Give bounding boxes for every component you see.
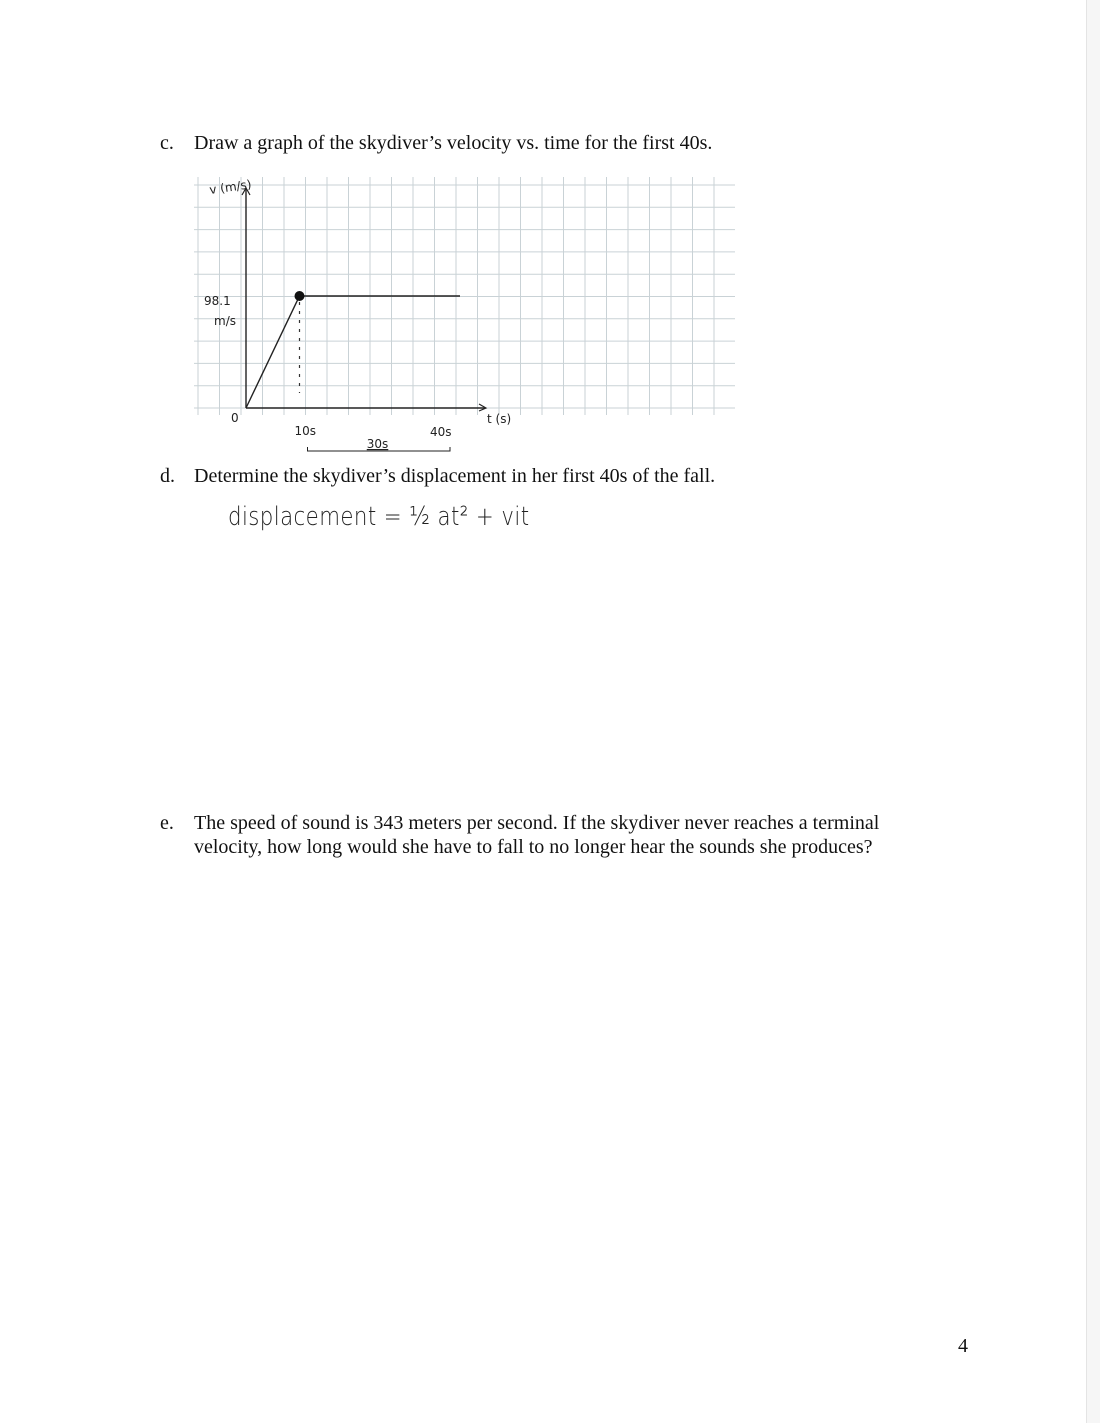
x-tick-40s: 40s	[430, 425, 452, 439]
velocity-time-graph	[190, 165, 750, 465]
velocity-series-line	[246, 296, 460, 408]
question-c-text: Draw a graph of the skydiver’s velocity vs. time for the first 40s.	[194, 132, 713, 154]
question-d-letter: d.	[160, 465, 175, 487]
question-e-line1: The speed of sound is 343 meters per second. If the skydiver never reaches a terminal	[194, 812, 880, 834]
question-e-line2: velocity, how long would she have to fall to no longer hear the sounds she produces?	[194, 836, 873, 858]
graph-grid	[194, 177, 735, 415]
y-value-unit: m/s	[214, 314, 236, 328]
question-d-text: Determine the skydiver’s displacement in her first 40s of the fall.	[194, 465, 716, 487]
origin-label: 0	[231, 411, 239, 425]
interval-label: 30s	[366, 437, 389, 451]
y-value-label: 98.1	[204, 294, 231, 308]
page-edge	[1087, 0, 1100, 1423]
x-axis-label: t (s)	[487, 412, 512, 426]
x-tick-10s: 10s	[294, 424, 317, 438]
page-number: 4	[958, 1335, 968, 1357]
question-c-letter: c.	[160, 132, 174, 154]
question-e-letter: e.	[160, 812, 174, 834]
y-axis-label: v (m/s)	[208, 177, 253, 197]
terminal-velocity-point	[295, 291, 305, 301]
handwritten-formula: displacement = ½ at² + vit	[228, 502, 530, 532]
